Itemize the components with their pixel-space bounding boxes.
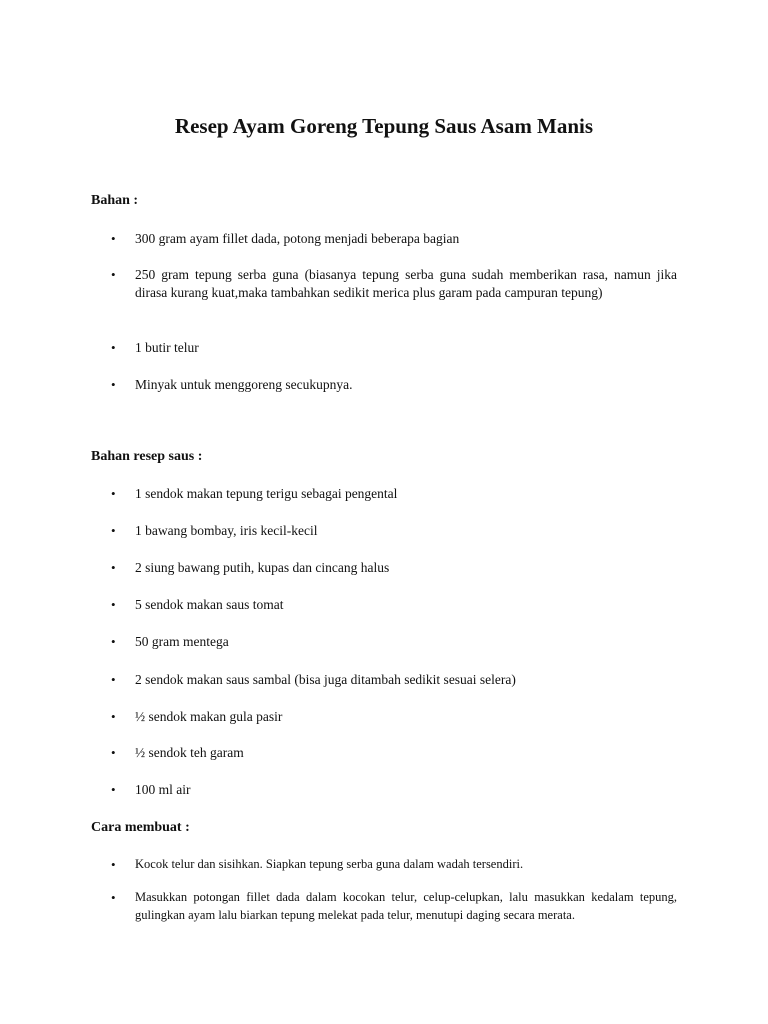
bullet-icon: • bbox=[111, 340, 116, 355]
list-item: • 5 sendok makan saus tomat bbox=[111, 597, 284, 612]
list-item: • Kocok telur dan sisihkan. Siapkan tepung serba guna dalam wadah tersendiri. bbox=[111, 857, 524, 872]
section-heading-cara-membuat: Cara membuat : bbox=[91, 820, 190, 835]
list-item: • 2 siung bawang putih, kupas dan cincang halus bbox=[111, 560, 390, 575]
bullet-icon: • bbox=[111, 560, 116, 575]
section-heading-bahan-saus: Bahan resep saus : bbox=[91, 449, 203, 464]
bullet-icon: • bbox=[111, 672, 116, 687]
bullet-icon: • bbox=[111, 231, 116, 246]
list-item: • 1 sendok makan tepung terigu sebagai pengental bbox=[111, 486, 398, 501]
bullet-icon: • bbox=[111, 890, 116, 905]
list-item: • 1 bawang bombay, iris kecil-kecil bbox=[111, 523, 318, 538]
section-heading-bahan: Bahan : bbox=[91, 193, 139, 208]
bullet-icon: • bbox=[111, 709, 116, 724]
list-item: • Minyak untuk menggoreng secukupnya. bbox=[111, 377, 353, 392]
bullet-icon: • bbox=[111, 486, 116, 501]
list-item: • 50 gram mentega bbox=[111, 634, 229, 649]
bullet-icon: • bbox=[111, 377, 116, 392]
bullet-icon: • bbox=[111, 782, 116, 797]
list-item: • ½ sendok makan gula pasir bbox=[111, 709, 283, 724]
list-item: • ½ sendok teh garam bbox=[111, 745, 244, 760]
list-item: • 300 gram ayam fillet dada, potong menjadi beberapa bagian bbox=[111, 231, 460, 246]
bullet-icon: • bbox=[111, 523, 116, 538]
list-item: • Masukkan potongan fillet dada dalam kocokan telur, celup-celupkan, lalu masukkan kedalam tepung, gulingkan ayam lalu biarkan tepung melekat pada telur, menutupi daging secara merata. bbox=[111, 890, 677, 922]
bullet-icon: • bbox=[111, 634, 116, 649]
bullet-icon: • bbox=[111, 267, 116, 282]
list-item: • 2 sendok makan saus sambal (bisa juga ditambah sedikit sesuai selera) bbox=[111, 672, 516, 687]
list-item: • 250 gram tepung serba guna (biasanya tepung serba guna sudah memberikan rasa, namun jika dirasa kurang kuat,maka tambahkan sedikit merica plus garam pada campuran tepung) bbox=[111, 267, 677, 300]
list-item: • 1 butir telur bbox=[111, 340, 199, 355]
bullet-icon: • bbox=[111, 745, 116, 760]
bullet-icon: • bbox=[111, 597, 116, 612]
bullet-icon: • bbox=[111, 857, 116, 872]
list-item: • 100 ml air bbox=[111, 782, 191, 797]
recipe-title: Resep Ayam Goreng Tepung Saus Asam Manis bbox=[174, 114, 594, 138]
